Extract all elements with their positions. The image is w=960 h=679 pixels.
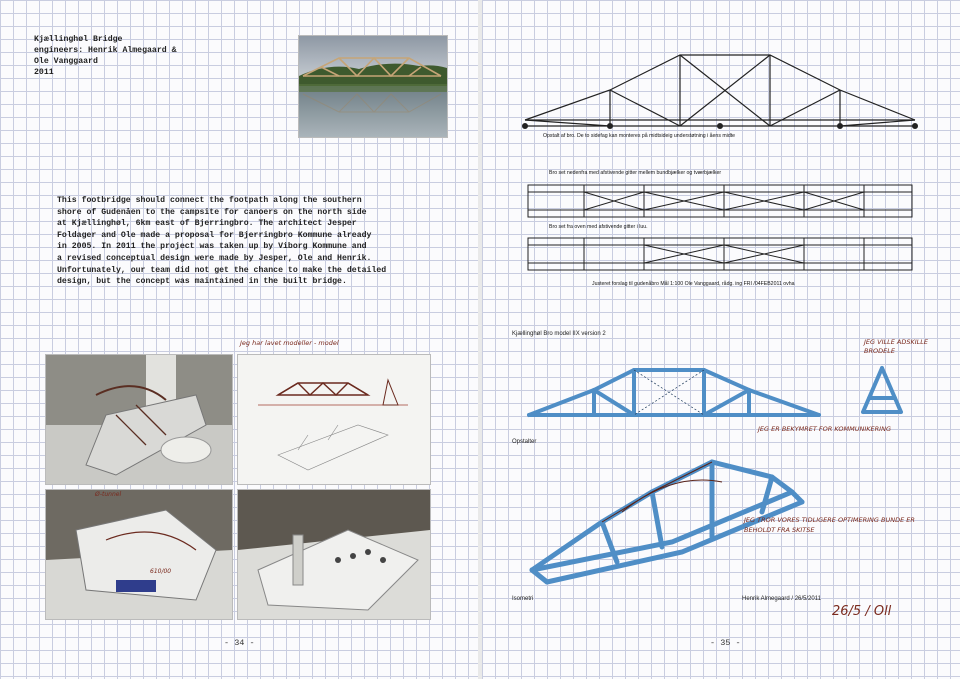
caption-plan-top: Bro set nedenfra med afstivende gitter mellem bundbjælker og tværbjælker [549,170,722,176]
bridge-photo [298,35,448,138]
isometri-label: Isometri [512,596,534,602]
page-number-left: - 34 - [224,638,255,648]
caption-plan-bottom: Bro set fra oven med afstivende gitter i luu. [549,224,648,230]
model-photo-2 [237,354,431,485]
project-description [57,195,387,288]
blue-model-elevation [524,360,824,430]
body-line: design, but the concept was maintained in the built bridge. [57,277,347,287]
project-year: 2011 [34,68,54,77]
model-photo-1 [45,354,233,485]
body-line: This footbridge should connect the footpath along the southern [57,196,362,205]
body-line: in 2005. In 2011 the project was taken up by Viborg Kommune and [57,242,367,252]
engineers-line-1: engineers: Henrik Almegaard & [34,46,177,55]
handwritten-note: Ø-tunnel [95,491,122,498]
handwritten-note: JEG VILLE ADSKILLE BRODELE [864,338,929,355]
body-line: shore of Gudenåen to the campsite for canoers on the north side [57,207,367,217]
opstalter-label: Opstalter [512,439,537,445]
engineers-line-2: Ole Vanggaard [34,57,98,66]
plan-sketch-bottom [524,233,916,278]
body-line: Foldager and Ole made a proposal for Bjerringbro Kommune already [57,230,372,240]
project-title: Kjællinghøl Bridge [34,35,123,44]
signature-line: Henrik Almegaard / 26/5/2011 [742,596,821,602]
handwritten-note: JEG TROR VORES TIDLIGERE OPTIMERING BUNDE ER BEHOLDT FRA SKITSE [744,516,915,534]
handwritten-date-signature: 26/5 / Oll [832,604,892,619]
elevation-sketch [520,40,920,140]
body-line: a revised conceptual design were made by Jesper, Ole and Henrik. [57,253,372,263]
handwritten-note: JEG ER BEKYMRET FOR KOMMUNIKERING [758,425,891,433]
handwritten-note: Jeg har lavet modeller - model [240,339,339,347]
page-number-right: - 35 - [710,638,741,648]
plan-sketch-top [524,180,916,225]
body-line: at Kjællinghøl, 6km east of Bjerringbro. The architect Jesper [57,219,357,229]
body-line: Unfortunately, our team did not get the chance to make the detailed [57,265,387,275]
handwritten-note: 610/00 [150,568,172,575]
caption-justeret: Justeret forslag til gudenåbro Mål 1:100 Ole Vanggaard, rådg. ing FRI /04FEB2011 ovha [592,281,795,287]
model-photo-4 [237,489,431,620]
caption-elevation: Opstalt af bro. De to sidefag kan monteres på midtsideig understøtning i åens midte [543,133,736,139]
project-header [34,34,177,78]
blue-model-end-view [857,364,907,420]
model-photo-3 [45,489,233,620]
right-page [482,0,960,679]
left-page [0,0,478,679]
model-title: Kjællinghøl Bro model IIX version 2 [512,331,606,337]
